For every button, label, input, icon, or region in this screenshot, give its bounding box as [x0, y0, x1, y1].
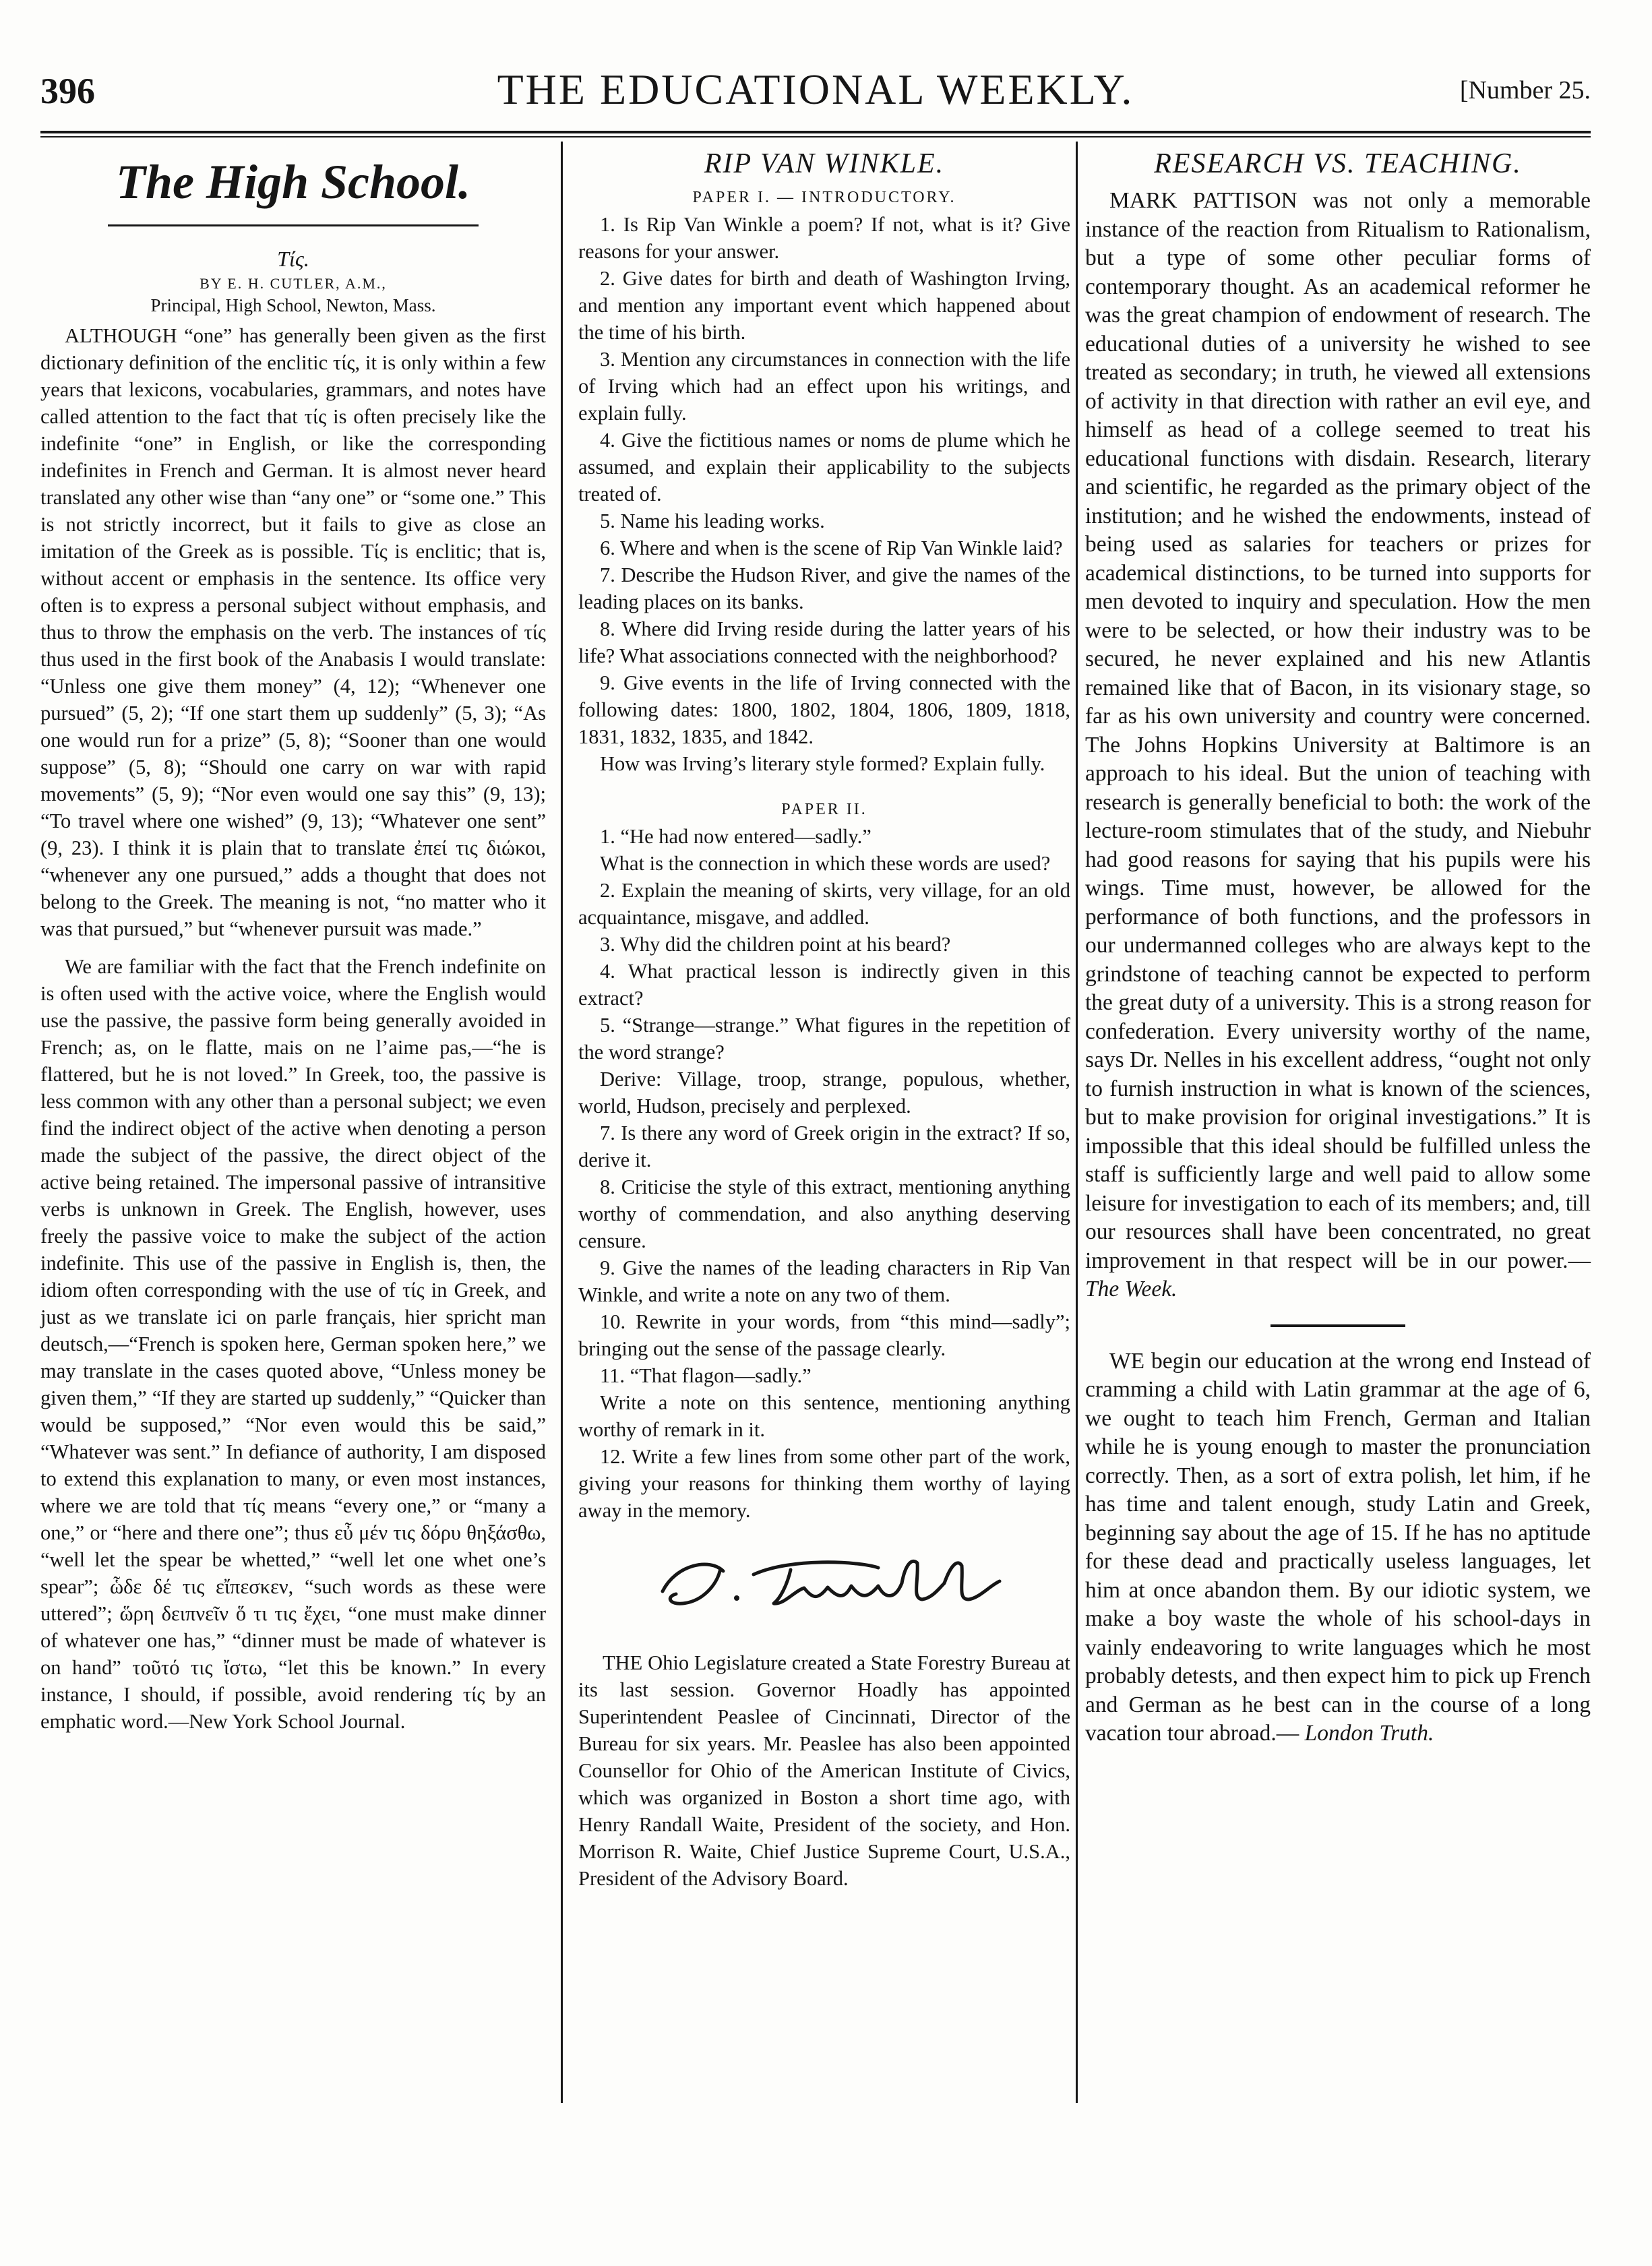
exam-question: 1. Is Rip Van Winkle a poem? If not, what is it? Give reasons for your answer.: [578, 213, 1070, 263]
article-body: MARK PATTISON was not only a memorable instance of the reaction from Ritualism to Rationalism, but a type of some other peculiar forms of contemporary thought. As an academical reformer he was the great champion of endowment of research. The educational duties of a university he wished to see treated as secondary; in truth, he viewed all extensions of activity in that direction with rather an evil eye, and himself as head of a college seemed to treat his educational functions with disdain. Research, literary and scientific, he regarded as the primary object of the institution; and he wished the endowments, instead of being used as salaries for teachers or prizes for academical distinctions, to be turned into supports for men devoted to inquiry and speculation. How the men were to be selected, or how their industry was to be secured, he never explained and his new Atlantis remained like that of Bacon, in its visionary stage, so far as his own university and country were concerned. The Johns Hopkins University at Baltimore is an approach to his ideal. But the union of teaching with research is generally beneficial to both: the work of the lecture-room stimulates that of the study, and Niebuhr had good reasons for saying that his pupils were his wings. Time must, however, be allowed for the performance of both functions, and the professors in our undermanned colleges who are always kept to the grindstone of teaching cannot be expected to perform the great duty of a university. This is a strong reason for confederation. Every university worthy of the name, says Dr. Nelles in his excellent address, “ought not only to furnish instruction in what is known of the sciences, but to make provision for original investigations.” It is impossible that this ideal should be fulfilled unless the staff is sufficiently large and well paid to allow some leisure for investigation to each of its members; and, till our resources shall have been concentrated, no great improvement in that respect will be in our power.—: [1085, 188, 1591, 1273]
exam-question: 8. Criticise the style of this extract, mentioning anything worthy of commendation, and also anything deserving censure.: [578, 1175, 1070, 1252]
section-heading: The High School.: [115, 155, 471, 209]
issue-number: [Number 25.: [1459, 76, 1591, 104]
exam-question: Derive: Village, troop, strange, populous, whether, world, Hudson, precisely and perplexed.: [578, 1068, 1070, 1117]
article-body: WE begin our education at the wrong end Instead of cramming a child with Latin grammar at the age of 6, we ought to teach him French, German and Italian while he is young enough to master the pronunciation correctly. Then, as a sort of extra polish, let him, if he has time and talent enough, study Latin and Greek, beginning say about the age of 15. If he has no aptitude for these dead and practically useless languages, let him at once abandon them. By our idiotic system, we make a boy waste the whole of his school-days in vainly endeavoring to write languages which he most probably detests, and then expect him to pick up French and German as he best can in the course of a long vacation tour abroad.—: [1085, 1348, 1591, 1746]
exam-question: 8. Where did Irving reside during the latter years of his life? What associations connected with the neighborhood?: [578, 617, 1070, 667]
exam-question: 5. “Strange—strange.” What figures in the repetition of the word strange?: [578, 1014, 1070, 1064]
exam-question: Write a note on this sentence, mentioning anything worthy of remark in it.: [578, 1391, 1070, 1441]
article-source: The Week.: [1085, 1277, 1177, 1302]
header-rule-thin: [40, 136, 1591, 137]
section-divider: [1271, 1324, 1405, 1327]
news-paragraph: THE Ohio Legislature created a State Forestry Bureau at its last session. Governor Hoadly has appointed Superintendent Peaslee of Cincinnati, Director of the Bureau for six years. Mr. Peaslee has also been appointed Counsellor for Ohio of the American Institute of Civics, which was organized in Boston a short time ago, with Henry Randall Waite, President of the society, and Hon. Morrison R. Waite, Chief Justice Supreme Court, U.S.A., President of the Advisory Board.: [578, 1651, 1070, 1890]
exam-question: 2. Explain the meaning of skirts, very village, for an old acquaintance, misgave, and addled.: [578, 879, 1070, 929]
exam-question: 7. Describe the Hudson River, and give the names of the leading places on its banks.: [578, 563, 1070, 613]
paper-title: PAPER I. — INTRODUCTORY.: [692, 189, 956, 206]
exam-question: 5. Name his leading works.: [600, 510, 825, 532]
column-divider-left: [561, 142, 563, 2103]
publication-title: THE EDUCATIONAL WEEKLY.: [497, 65, 1134, 113]
column-rip-van-winkle: [578, 145, 1070, 1892]
author-affiliation: Principal, High School, Newton, Mass.: [150, 295, 436, 315]
exam-question: What is the connection in which these words are used?: [600, 852, 1051, 875]
exam-question: 4. What practical lesson is indirectly given in this extract?: [578, 960, 1070, 1010]
column-research-teaching: [1085, 145, 1591, 1748]
article-source: London Truth.: [1304, 1721, 1434, 1746]
exam-question: 4. Give the fictitious names or noms de plume which he assumed, and explain their applicability to the subjects treated of.: [578, 429, 1070, 506]
exam-question: 2. Give dates for birth and death of Washington Irving, and mention any important event which happened about the time of his birth.: [578, 267, 1070, 344]
article-paragraph: [1085, 187, 1591, 1304]
exam-question: 12. Write a few lines from some other part of the work, giving your reasons for thinking them worthy of laying away in the memory.: [578, 1445, 1070, 1522]
article-paragraph: We are familiar with the fact that the French indefinite on is often used with the active voice, where the English would use the passive, the passive form being generally avoided in French; as, on le flatte, mais on ne l’aime pas,—“he is flattered, but he is not loved.” In Greek, too, the passive is less common with any other than a personal subject; we even find the indirect object of the active when denoting a person made the subject of the passive, the direct object of the active being retained. The impersonal passive of intransitive verbs is unknown in Greek. The English, however, uses freely the passive voice to make the subject of the action indefinite. This use of the passive in English is, then, the idiom often corresponding with the use of τίς in Greek, and just as we translate ici on parle français, hier spricht man deutsch,—“French is spoken here, German spoken here,” we may translate in the cases quoted above, “Unless money be given them,” “If they are started up suddenly,” “Quicker than would be supposed,” “Nor even would this be said,” “Whatever was sent.” In defiance of authority, I am disposed to extend this explanation to many, or even most instances, where we are told that τίς means “every one,” or “many a one,” or “here and there one”; thus εὖ μέν τις δόρυ θηξάσθω, “well let the spear be whetted,” “well let one whet one’s spear”; ὧδε δέ τις εἴπεσκεν, “such words as these were uttered”; ὥρη δειπνεῖν ὅ τι τις ἔχει, “one must make dinner of whatever one has,” “dinner must be made of whatever is on hand” τοῦτό τις ἴστω, “let this be known.” In every instance, I should, if possible, avoid rendering τίς by an emphatic word.—New York School Journal.: [40, 955, 546, 1733]
exam-question: 10. Rewrite in your words, from “this mind—sadly”; bringing out the sense of the passage clearly.: [578, 1310, 1070, 1360]
masthead: [40, 65, 1591, 125]
column-high-school: [40, 145, 546, 1735]
column-divider-right: [1076, 142, 1078, 2103]
exam-question: 9. Give events in the life of Irving connected with the following dates: 1800, 1802, 1804, 1806, 1809, 1818, 1831, 1832, 1835, and 1842.: [578, 671, 1070, 748]
exam-question: 3. Mention any circumstances in connection with the life of Irving which had an effect upon his writings, and explain fully.: [578, 348, 1070, 425]
article-paragraph: [1085, 1347, 1591, 1748]
signature: [578, 1544, 1070, 1625]
exam-question: 9. Give the names of the leading characters in Rip Van Winkle, and write a note on any two of them.: [578, 1256, 1070, 1306]
exam-question: How was Irving’s literary style formed? Explain fully.: [600, 752, 1045, 775]
exam-question: 7. Is there any word of Greek origin in the extract? If so, derive it.: [578, 1122, 1070, 1171]
article-paragraph: ALTHOUGH “one” has generally been given as the first dictionary definition of the enclitic τίς, it is only within a few years that lexicons, vocabularies, grammars, and notes have called attention to the fact that τίς is often precisely like the indefinite “one” in English, or like the corresponding indefinites in French and German. It is almost never heard translated any other wise than “any one” or “some one.” This is not strictly incorrect, but it fails to give as close an imitation of the Greek as is possible. Τίς is enclitic; that is, without accent or emphasis in the sentence. Its office very often is to express a personal subject without emphasis, and thus to throw the emphasis on the verb. The instances of τίς thus used in the first book of the Anabasis I would translate: “Unless one give them money” (4, 12); “Whenever one pursued” (5, 2); “If one start them up suddenly” (5, 3); “As one would run for a prize” (5, 8); “Sooner than one would suppose” (5, 8); “Should one carry on war with rapid movements” (5, 9); “Nor even would one say this” (9, 13); “To travel where one wished” (9, 13); “Whatever one sent” (9, 23). I think it is plain that to translate ἐπεί τις διώκοι, “whenever any one pursued,” adds a thought that does not belong to the Greek. The meaning is not, “no matter who it was that pursued,” but “whenever pursuit was made.”: [40, 324, 546, 940]
exam-question: 11. “That flagon—sadly.”: [600, 1364, 812, 1387]
section-heading: RESEARCH VS. TEACHING.: [1154, 148, 1522, 179]
exam-question: 1. “He had now entered—sadly.”: [600, 825, 871, 848]
exam-question: 3. Why did the children point at his beard?: [600, 933, 951, 956]
paper-title: PAPER II.: [781, 801, 867, 818]
exam-question: 6. Where and when is the scene of Rip Van Winkle laid?: [600, 537, 1063, 559]
page-number: 396: [40, 71, 95, 111]
heading-underline: [108, 224, 479, 226]
byline: BY E. H. CUTLER, A.M.,: [200, 275, 387, 292]
section-heading: RIP VAN WINKLE.: [704, 148, 945, 179]
signature-scrawl: [636, 1544, 1013, 1618]
article-title: Τίς.: [277, 247, 309, 271]
header-rule: [40, 131, 1591, 133]
